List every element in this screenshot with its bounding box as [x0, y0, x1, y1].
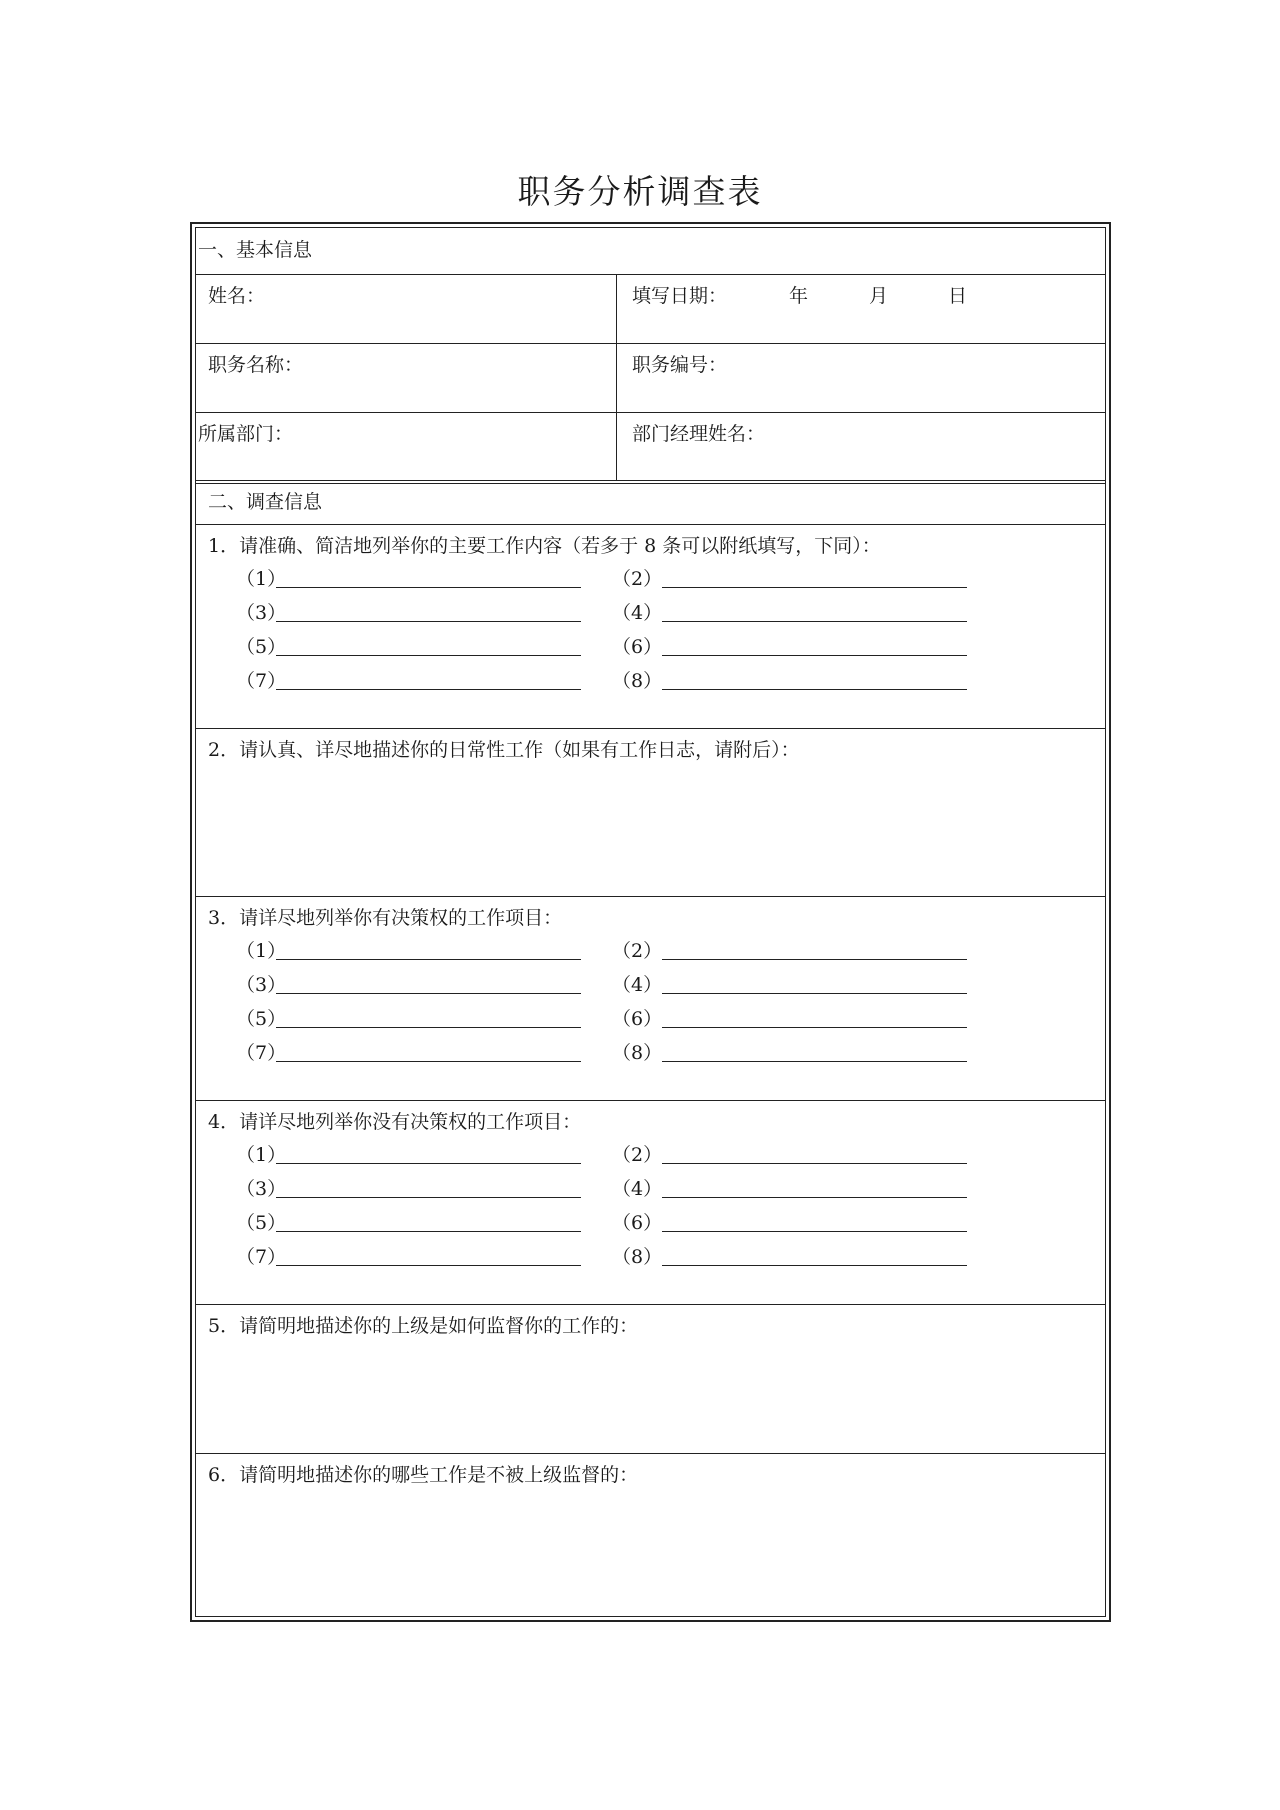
item-number: （5）: [236, 1008, 287, 1030]
divider-line: [196, 1304, 1105, 1305]
item-number: （2）: [612, 1144, 663, 1166]
answer-blank-line: [276, 587, 581, 588]
divider-line: [196, 274, 1105, 275]
item-number: （5）: [236, 1212, 287, 1234]
section-heading-basic: 一、基本信息: [198, 239, 313, 261]
answer-blank-line: [662, 689, 967, 690]
item-number: （6）: [612, 1008, 663, 1030]
item-number: （7）: [236, 1042, 287, 1064]
answer-blank-line: [276, 1197, 581, 1198]
answer-blank-line: [662, 1061, 967, 1062]
item-number: （3）: [236, 974, 287, 996]
department-label: 所属部门：: [198, 423, 294, 445]
date-month-label: 月: [869, 285, 889, 307]
item-number: （8）: [612, 1246, 663, 1268]
item-number: （4）: [612, 1178, 663, 1200]
job-number-label: 职务编号：: [632, 354, 728, 376]
item-number: （3）: [236, 602, 287, 624]
section-divider: [196, 480, 1105, 484]
manager-name-label: 部门经理姓名：: [632, 423, 766, 445]
column-divider: [616, 274, 617, 481]
divider-line: [196, 896, 1105, 897]
question-2: 2．请认真、详尽地描述你的日常性工作（如果有工作日志，请附后）：: [208, 739, 800, 761]
answer-blank-line: [276, 1231, 581, 1232]
date-day-label: 日: [948, 285, 968, 307]
item-number: （2）: [612, 940, 663, 962]
answer-blank-line: [276, 689, 581, 690]
answer-blank-line: [662, 621, 967, 622]
form-inner-border: [195, 227, 1106, 1617]
item-number: （5）: [236, 636, 287, 658]
answer-blank-line: [276, 621, 581, 622]
answer-blank-line: [662, 1163, 967, 1164]
date-label: 填写日期：: [632, 285, 728, 307]
section-heading-survey: 二、调查信息: [208, 491, 323, 513]
answer-blank-line: [662, 1197, 967, 1198]
question-1: 1．请准确、简洁地列举你的主要工作内容（若多于 8 条可以附纸填写，下同）：: [208, 535, 881, 557]
answer-blank-line: [276, 959, 581, 960]
answer-blank-line: [276, 993, 581, 994]
question-4: 4．请详尽地列举你没有决策权的工作项目：: [208, 1111, 582, 1133]
divider-line: [196, 524, 1105, 525]
page-title: 职务分析调查表: [517, 172, 763, 211]
divider-line: [196, 343, 1105, 344]
item-number: （7）: [236, 670, 287, 692]
item-number: （1）: [236, 568, 287, 590]
question-6: 6．请简明地描述你的哪些工作是不被上级监督的：: [208, 1464, 639, 1486]
survey-form: [190, 222, 1111, 1622]
answer-blank-line: [276, 1163, 581, 1164]
item-number: （6）: [612, 636, 663, 658]
answer-blank-line: [662, 1027, 967, 1028]
answer-blank-line: [662, 993, 967, 994]
answer-blank-line: [276, 1265, 581, 1266]
divider-line: [196, 1453, 1105, 1454]
item-number: （1）: [236, 940, 287, 962]
item-number: （4）: [612, 602, 663, 624]
item-number: （3）: [236, 1178, 287, 1200]
name-label: 姓名：: [208, 285, 266, 307]
question-5: 5．请简明地描述你的上级是如何监督你的工作的：: [208, 1315, 639, 1337]
item-number: （8）: [612, 670, 663, 692]
answer-blank-line: [276, 1061, 581, 1062]
date-year-label: 年: [789, 285, 809, 307]
question-3: 3．请详尽地列举你有决策权的工作项目：: [208, 907, 563, 929]
answer-blank-line: [276, 1027, 581, 1028]
divider-line: [196, 728, 1105, 729]
item-number: （8）: [612, 1042, 663, 1064]
item-number: （4）: [612, 974, 663, 996]
item-number: （2）: [612, 568, 663, 590]
answer-blank-line: [662, 1231, 967, 1232]
answer-blank-line: [662, 1265, 967, 1266]
job-title-label: 职务名称：: [208, 354, 304, 376]
answer-blank-line: [662, 655, 967, 656]
divider-line: [196, 1100, 1105, 1101]
item-number: （7）: [236, 1246, 287, 1268]
answer-blank-line: [662, 959, 967, 960]
answer-blank-line: [276, 655, 581, 656]
answer-blank-line: [662, 587, 967, 588]
divider-line: [196, 412, 1105, 413]
item-number: （6）: [612, 1212, 663, 1234]
item-number: （1）: [236, 1144, 287, 1166]
